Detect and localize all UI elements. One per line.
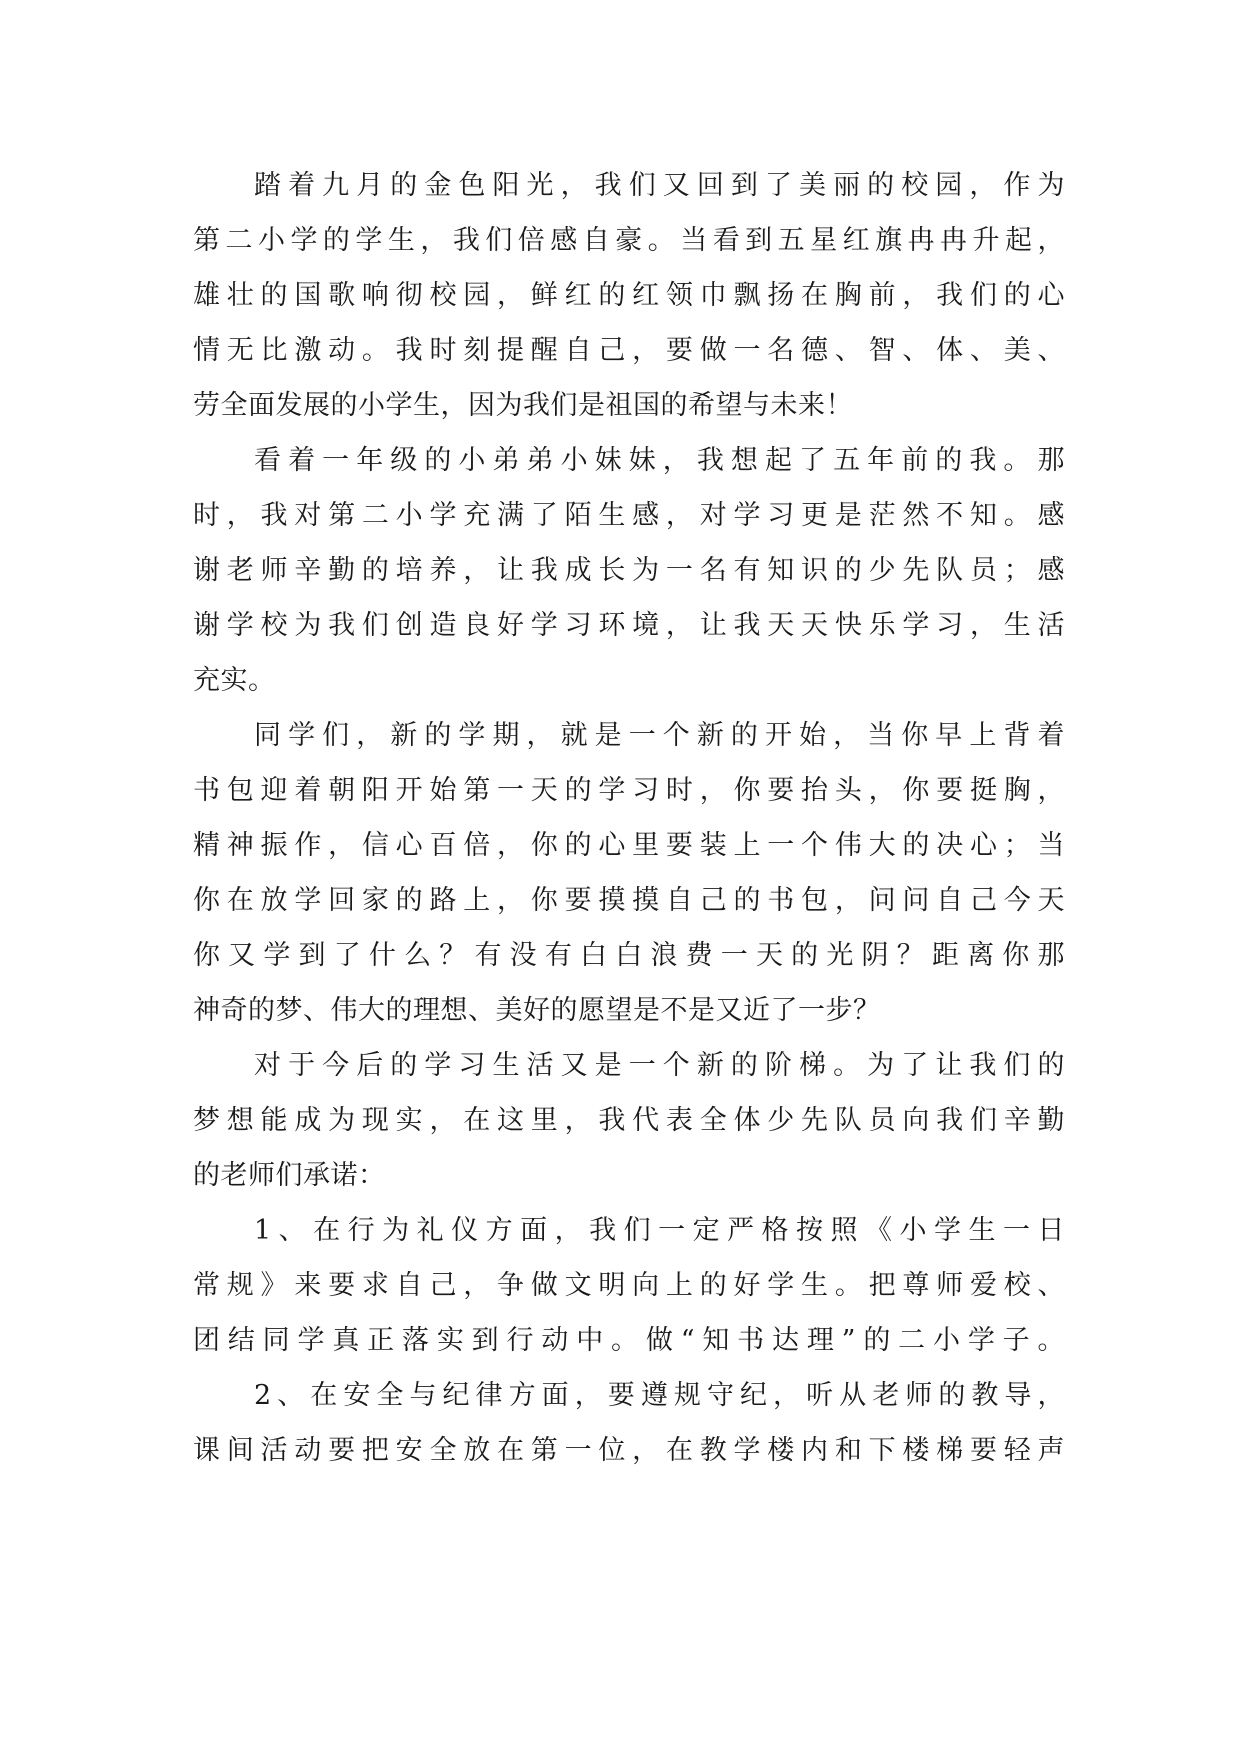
text-line: 劳全面发展的小学生，因为我们是祖国的希望与未来！ <box>193 390 853 421</box>
text-line: 你又学到了什么？有没有白白浪费一天的光阴？距离你那 <box>193 940 1065 971</box>
text-line: 你在放学回家的路上，你要摸摸自己的书包，问问自己今天 <box>193 885 1065 916</box>
text-line: 对于今后的学习生活又是一个新的阶梯。为了让我们的 <box>254 1050 1065 1081</box>
paragraph-4 <box>193 1038 1065 1203</box>
text-line: 神奇的梦、伟大的理想、美好的愿望是不是又近了一步？ <box>193 995 881 1026</box>
text-line: 2、在安全与纪律方面，要遵规守纪，听从老师的教导， <box>254 1380 1065 1411</box>
paragraph-2 <box>193 433 1065 708</box>
text-line: 时，我对第二小学充满了陌生感，对学习更是茫然不知。感 <box>193 500 1065 531</box>
paragraph-1 <box>193 158 1065 433</box>
document-body <box>193 158 1065 1478</box>
paragraph-5 <box>193 1203 1065 1368</box>
text-line: 课间活动要把安全放在第一位，在教学楼内和下楼梯要轻声 <box>193 1435 1065 1466</box>
text-line: 书包迎着朝阳开始第一天的学习时，你要抬头，你要挺胸， <box>193 775 1065 806</box>
text-line: 1、在行为礼仪方面，我们一定严格按照《小学生一日 <box>254 1215 1065 1246</box>
text-line: 团结同学真正落实到行动中。做“知书达理”的二小学子。 <box>193 1325 1065 1356</box>
text-line: 谢学校为我们创造良好学习环境，让我天天快乐学习，生活 <box>193 610 1065 641</box>
text-line: 踏着九月的金色阳光，我们又回到了美丽的校园，作为 <box>254 170 1065 201</box>
text-line: 梦想能成为现实，在这里，我代表全体少先队员向我们辛勤 <box>193 1105 1065 1136</box>
text-line: 情无比激动。我时刻提醒自己，要做一名德、智、体、美、 <box>193 335 1065 366</box>
paragraph-6 <box>193 1368 1065 1478</box>
text-line: 充实。 <box>193 665 276 696</box>
text-line: 看着一年级的小弟弟小妹妹，我想起了五年前的我。那 <box>254 445 1065 476</box>
text-line: 谢老师辛勤的培养，让我成长为一名有知识的少先队员；感 <box>193 555 1065 586</box>
text-line: 常规》来要求自己，争做文明向上的好学生。把尊师爱校、 <box>193 1270 1065 1301</box>
text-line: 雄壮的国歌响彻校园，鲜红的红领巾飘扬在胸前，我们的心 <box>193 280 1065 311</box>
text-line: 同学们，新的学期，就是一个新的开始，当你早上背着 <box>254 720 1065 751</box>
text-line: 精神振作，信心百倍，你的心里要装上一个伟大的决心；当 <box>193 830 1065 861</box>
paragraph-3 <box>193 708 1065 1038</box>
text-line: 的老师们承诺： <box>193 1160 386 1191</box>
text-line: 第二小学的学生，我们倍感自豪。当看到五星红旗冉冉升起， <box>193 225 1065 256</box>
